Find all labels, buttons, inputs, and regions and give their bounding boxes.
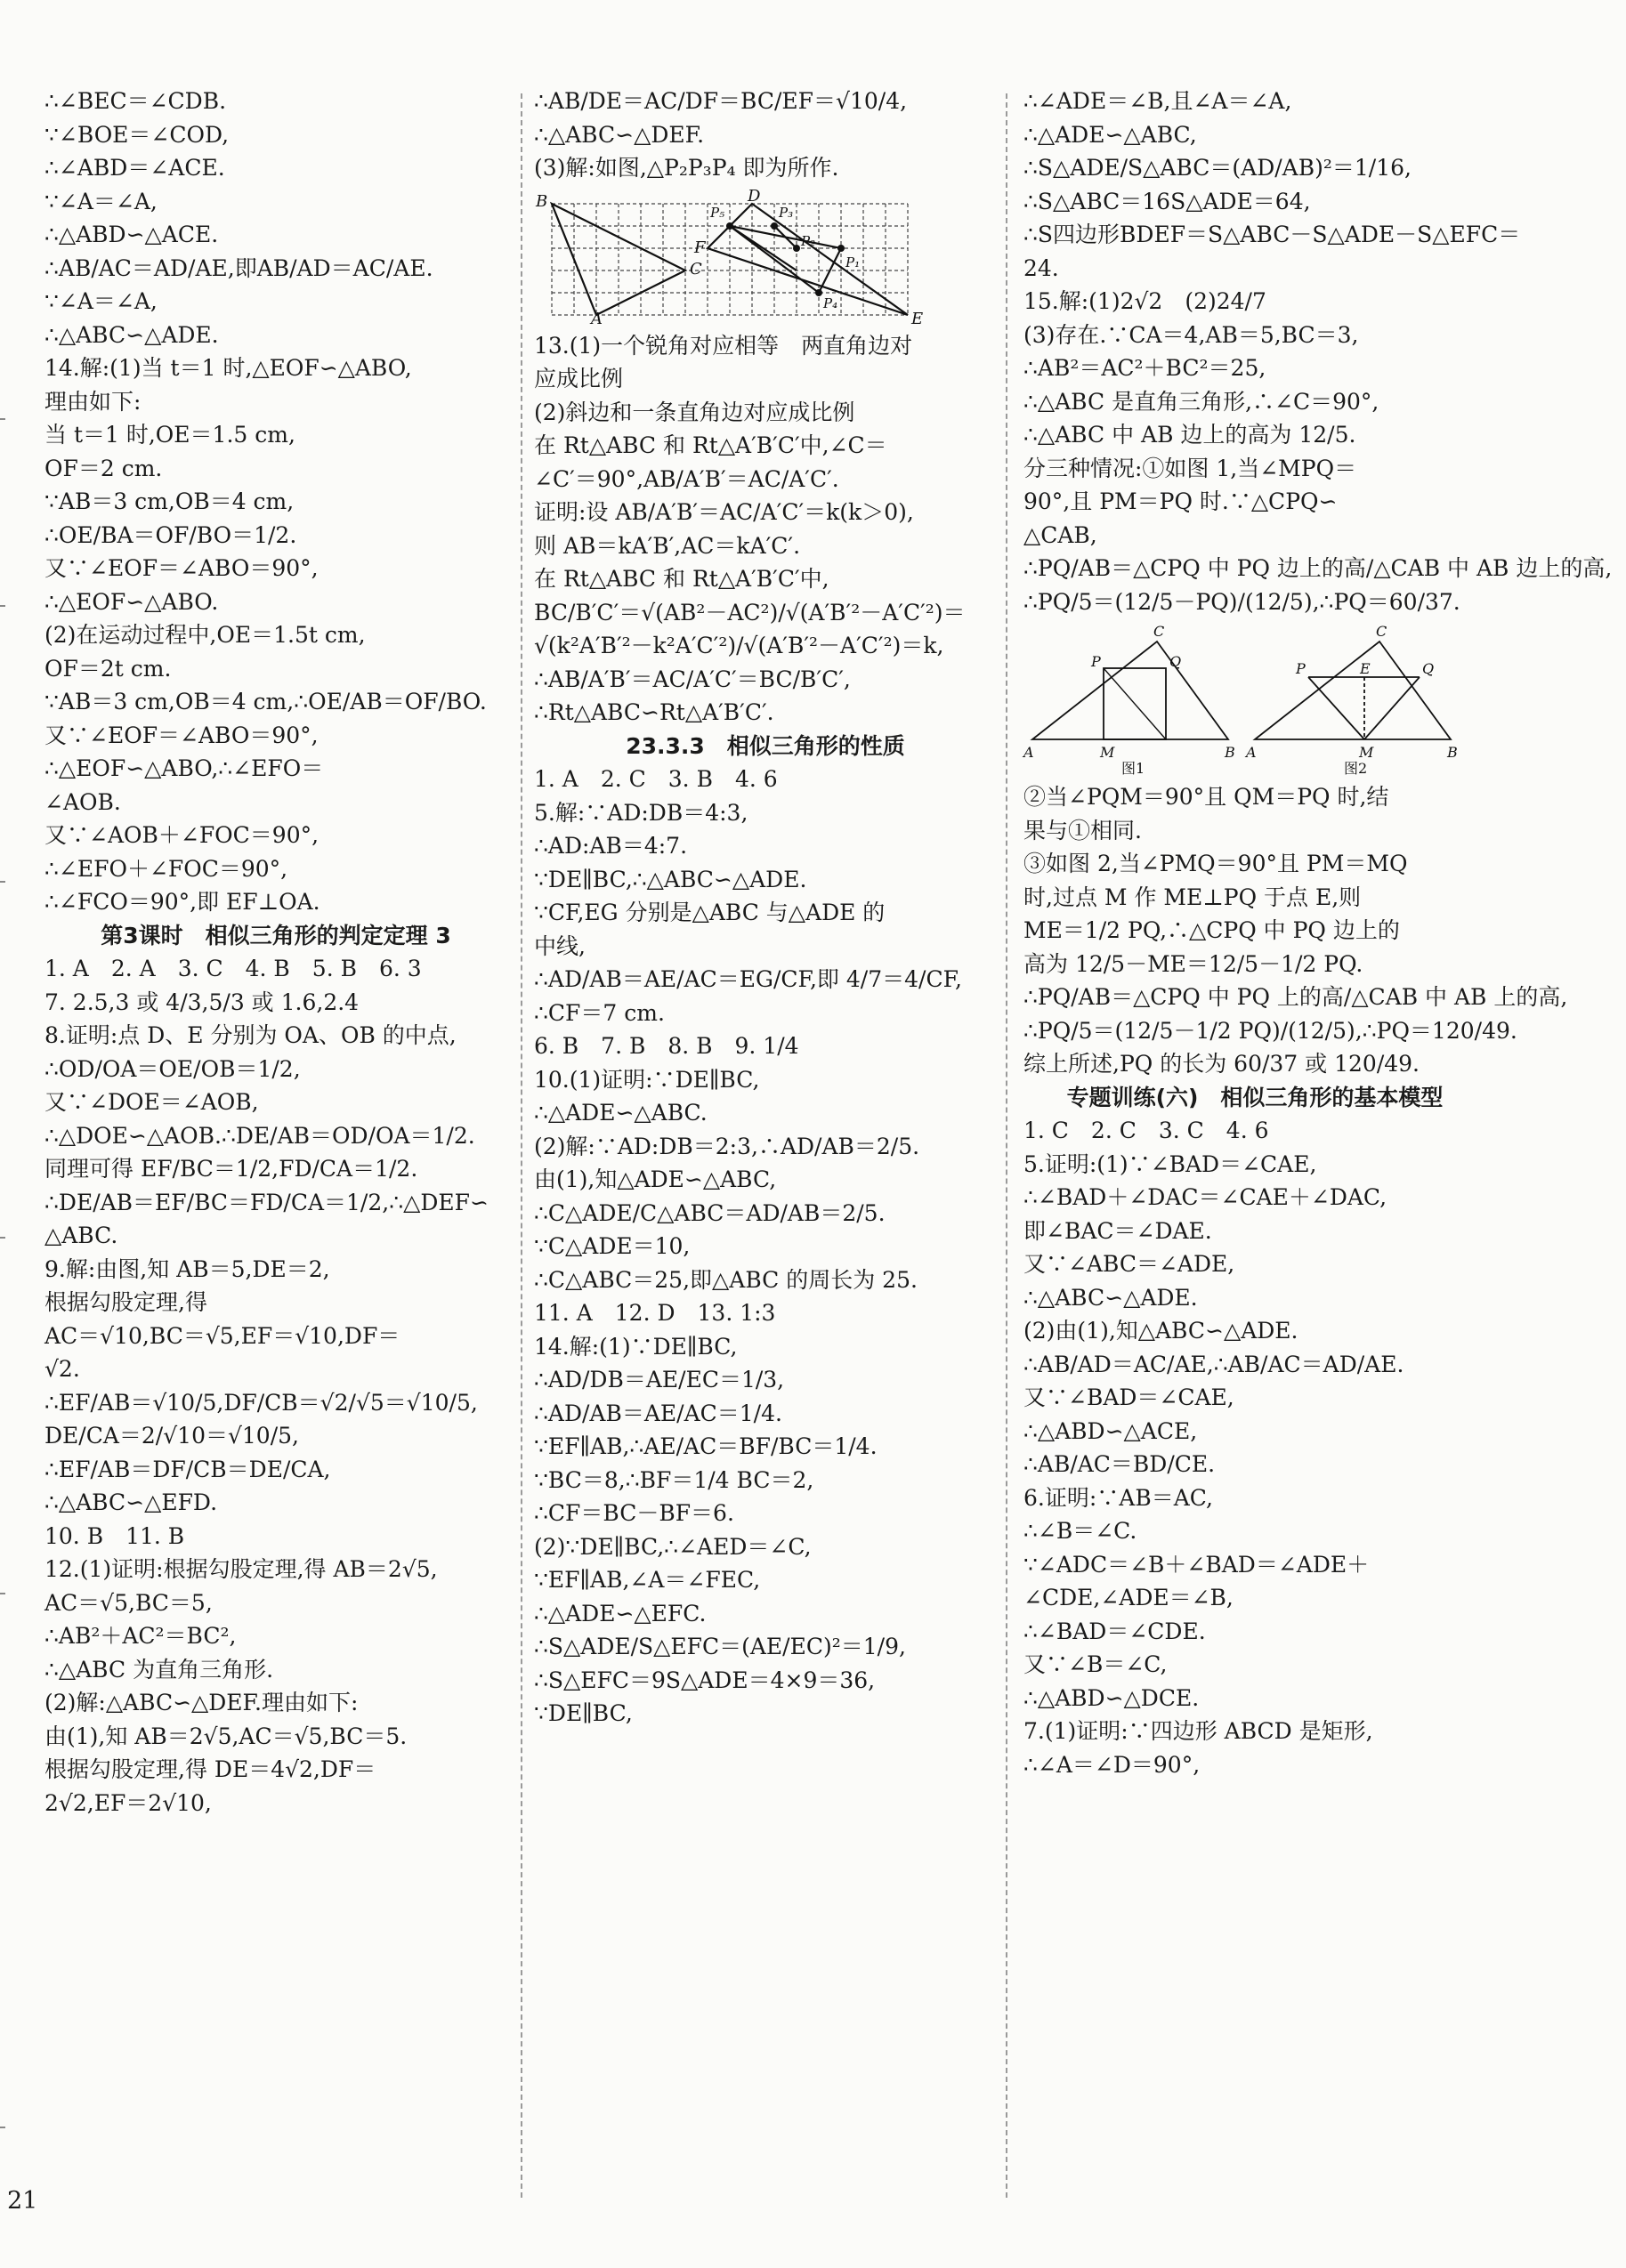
answer-line: 5.证明:(1)∵∠BAD＝∠CAE, <box>1023 1150 1317 1177</box>
answer-line: 综上所述,PQ 的长为 60/37 或 120/49. <box>1023 1051 1420 1077</box>
answer-line: ∵AB＝3 cm,OB＝4 cm,∴OE/AB＝OF/BO. <box>44 689 487 714</box>
margin-tick <box>0 418 5 420</box>
fig2-label-e: E <box>1360 660 1371 677</box>
answer-line: DE/CA＝2/√10＝√10/5, <box>44 1423 299 1449</box>
answer-line: ∴Rt△ABC∽Rt△A′B′C′. <box>534 699 774 725</box>
answer-line: ∵CF,EG 分别是△ABC 与△ADE 的 <box>534 900 886 925</box>
answer-line: 又∵∠ABC＝∠ADE, <box>1023 1251 1235 1277</box>
answer-line: OF＝2t cm. <box>44 655 172 682</box>
answer-line: ∴PQ/AB＝△CPQ 中 PQ 边上的高/△CAB 中 AB 边上的高, <box>1023 555 1613 581</box>
answer-line: 由(1),知 AB＝2√5,AC＝√5,BC＝5. <box>44 1723 408 1749</box>
answer-line: 由(1),知△ADE∽△ABC, <box>534 1166 777 1192</box>
answer-line: 9.解:由图,知 AB＝5,DE＝2, <box>44 1255 330 1282</box>
answer-line: 时,过点 M 作 ME⊥PQ 于点 E,则 <box>1023 884 1362 910</box>
column-3-top-lines <box>1023 85 1613 618</box>
fig1-caption: 图1 <box>1121 760 1145 777</box>
margin-tick <box>0 605 5 607</box>
answer-line: 根据勾股定理,得 <box>44 1289 207 1315</box>
answer-line: △ABC. <box>44 1223 118 1248</box>
answer-line: △CAB, <box>1023 521 1097 548</box>
fig1-label-b: B <box>1225 744 1235 761</box>
answer-line: 当 t＝1 时,OE＝1.5 cm, <box>44 422 295 448</box>
answer-line: ME＝1/2 PQ,∴△CPQ 中 PQ 边上的 <box>1023 917 1400 943</box>
answer-line: ∴OE/BA＝OF/BO＝1/2. <box>44 521 297 548</box>
answer-line: √(k²A′B′²－k²A′C′²)/√(A′B′²－A′C′²)＝k, <box>534 633 944 658</box>
fig2-label-p: P <box>1296 660 1306 677</box>
answer-line: (3)解:如图,△P₂P₃P₄ 即为所作. <box>534 155 839 181</box>
answer-line: ∴△ADE∽△EFC. <box>534 1600 707 1626</box>
column-2-top-lines <box>534 85 997 185</box>
answer-line: ∴S△ADE/S△EFC＝(AE/EC)²＝1/9, <box>534 1634 906 1659</box>
answer-column-1 <box>44 85 507 1820</box>
answer-line: (3)存在.∵CA＝4,AB＝5,BC＝3, <box>1023 321 1359 348</box>
label-c: C <box>690 259 702 278</box>
answer-line: 在 Rt△ABC 和 Rt△A′B′C′中,∠C＝ <box>534 432 887 458</box>
label-p3: P₃ <box>779 204 794 221</box>
answer-line: ∴△ABD∽△ACE, <box>1023 1417 1198 1444</box>
answer-line: 14.解:(1)当 t＝1 时,△EOF∽△ABO, <box>44 355 412 381</box>
answer-line: ∴△ABC 为直角三角形. <box>44 1656 274 1683</box>
answer-line: ∴△ABC∽△EFD. <box>44 1489 218 1515</box>
answer-line: (2)∵DE∥BC,∴∠AED＝∠C, <box>534 1533 812 1560</box>
fig1-label-p: P <box>1091 653 1101 670</box>
answer-line: ∠CDE,∠ADE＝∠B, <box>1023 1585 1234 1610</box>
answer-line: ∴∠A＝∠D＝90°, <box>1023 1751 1201 1778</box>
answer-line: ∴PQ/AB＝△CPQ 中 PQ 上的高/△CAB 中 AB 上的高, <box>1023 984 1568 1010</box>
answer-line: ∴AB²＝AC²＋BC²＝25, <box>1023 355 1266 381</box>
answer-line: (2)解:△ABC∽△DEF.理由如下: <box>44 1690 359 1715</box>
answer-line: 11. A 12. D 13. 1:3 <box>534 1300 776 1326</box>
answer-line: ∴OD/OA＝OE/OB＝1/2, <box>44 1055 301 1082</box>
fig2-label-m: M <box>1359 744 1374 761</box>
answer-line: (2)在运动过程中,OE＝1.5t cm, <box>44 622 366 648</box>
column-divider-2 <box>1006 93 1007 2198</box>
fig2-label-a: A <box>1246 744 1257 761</box>
answer-line: ∴△ABC 中 AB 边上的高为 12/5. <box>1023 422 1356 448</box>
answer-line: 则 AB＝kA′B′,AC＝kA′C′. <box>534 532 801 559</box>
answer-line: ∴∠FCO＝90°,即 EF⊥OA. <box>44 889 320 915</box>
answer-line: ∴CF＝7 cm. <box>534 999 665 1026</box>
answer-line: ∠AOB. <box>44 788 121 815</box>
answer-line: ∴△EOF∽△ABO,∴∠EFO＝ <box>44 755 324 781</box>
column-2-bottom-lines <box>534 329 997 1731</box>
answer-line: ∴S四边形BDEF＝S△ABC－S△ADE－S△EFC＝ <box>1023 222 1521 247</box>
answer-line: ∵C△ADE＝10, <box>534 1233 691 1259</box>
answer-line: 10. B 11. B <box>44 1522 185 1549</box>
answer-line: ∴△EOF∽△ABO. <box>44 588 219 615</box>
answer-line: ∴∠B＝∠C. <box>1023 1518 1137 1544</box>
answer-line: 7.(1)证明:∵四边形 ABCD 是矩形, <box>1023 1718 1373 1744</box>
answer-line: 90°,且 PM＝PQ 时.∵△CPQ∽ <box>1023 488 1338 514</box>
answer-line: 1. A 2. A 3. C 4. B 5. B 6. 3 <box>44 956 422 981</box>
column-3-bottom-lines <box>1023 780 1568 1781</box>
label-p1: P₁ <box>845 254 861 270</box>
answer-line: 7. 2.5,3 或 4/3,5/3 或 1.6,2.4 <box>44 989 360 1015</box>
answer-line: ∴PQ/5＝(12/5－1/2 PQ)/(12/5),∴PQ＝120/49. <box>1023 1017 1517 1044</box>
answer-line: ∴AB/AC＝BD/CE. <box>1023 1451 1216 1477</box>
answer-line: 应成比例 <box>534 366 624 391</box>
answer-line: BC/B′C′＝√(AB²－AC²)/√(A′B′²－A′C′²)＝ <box>534 599 966 626</box>
answer-line: 23.3.3 相似三角形的性质 <box>626 732 905 759</box>
answer-column-3 <box>1023 85 1613 1781</box>
answer-line: 1. C 2. C 3. C 4. 6 <box>1023 1118 1269 1143</box>
answer-line: 理由如下: <box>44 388 142 415</box>
answer-line: 6.证明:∵AB＝AC, <box>1023 1484 1213 1511</box>
answer-line: ∴AB/A′B′＝AC/A′C′＝BC/B′C′, <box>534 666 851 692</box>
answer-line: ∴△ABC∽△ADE. <box>44 321 219 348</box>
answer-line: ∴△ABD∽△DCE. <box>1023 1684 1200 1711</box>
answer-line: ∴∠ABD＝∠ACE. <box>44 155 225 181</box>
label-a: A <box>591 309 603 328</box>
answer-line: ∴AD/DB＝AE/EC＝1/3, <box>534 1367 785 1392</box>
fig1-label-c: C <box>1153 623 1165 640</box>
answer-line: ∵∠A＝∠A, <box>44 288 158 314</box>
answer-line: ∴AB/AD＝AC/AE,∴AB/AC＝AD/AE. <box>1023 1351 1404 1377</box>
answer-line: 分三种情况:①如图 1,当∠MPQ＝ <box>1023 455 1357 481</box>
fig2-label-q: Q <box>1422 660 1435 677</box>
label-f: F <box>694 238 706 257</box>
answer-line: ∴△ABC∽△DEF. <box>534 121 705 148</box>
answer-line: ③如图 2,当∠PMQ＝90°且 PM＝MQ <box>1023 851 1408 876</box>
margin-tick <box>0 1237 5 1239</box>
fig2-label-b: B <box>1447 744 1458 761</box>
answer-line: ∴△DOE∽△AOB.∴DE/AB＝OD/OA＝1/2. <box>44 1122 475 1149</box>
answer-line: ∴AB/AC＝AD/AE,即AB/AD＝AC/AE. <box>44 254 433 281</box>
column-divider-1 <box>521 93 522 2198</box>
answer-line: AC＝√10,BC＝√5,EF＝√10,DF＝ <box>44 1322 400 1349</box>
answer-line: ②当∠PQM＝90°且 QM＝PQ 时,结 <box>1023 784 1389 810</box>
answer-line: 根据勾股定理,得 DE＝4√2,DF＝ <box>44 1756 376 1782</box>
answer-line: ∴DE/AB＝EF/BC＝FD/CA＝1/2,∴△DEF∽ <box>44 1189 489 1215</box>
answer-line: 又∵∠EOF＝∠ABO＝90°, <box>44 722 319 748</box>
answer-line: ∴S△ABC＝16S△ADE＝64, <box>1023 188 1311 214</box>
answer-line: OF＝2 cm. <box>44 455 163 481</box>
answer-line: 又∵∠B＝∠C, <box>1023 1651 1168 1677</box>
label-p5: P₅ <box>710 204 725 221</box>
page-number: 21 <box>7 2187 38 2215</box>
answer-line: 12.(1)证明:根据勾股定理,得 AB＝2√5, <box>44 1556 438 1582</box>
fig1-label-q: Q <box>1169 653 1182 670</box>
answer-line: ∵BC＝8,∴BF＝1/4 BC＝2, <box>534 1466 814 1493</box>
answer-column-2 <box>534 85 997 1731</box>
answer-line: 证明:设 AB/A′B′＝AC/A′C′＝k(k＞0), <box>534 499 914 525</box>
answer-line: 10.(1)证明:∵DE∥BC, <box>534 1066 760 1093</box>
answer-line: ∴△ABC 是直角三角形,∴∠C＝90°, <box>1023 388 1379 415</box>
answer-line: ∴C△ABC＝25,即△ABC 的周长为 25. <box>534 1266 918 1293</box>
answer-line: ∵∠A＝∠A, <box>44 188 158 214</box>
answer-line: ∵DE∥BC, <box>534 1700 633 1726</box>
answer-line: ∵∠ADC＝∠B＋∠BAD＝∠ADE＋ <box>1023 1551 1370 1578</box>
margin-tick <box>0 1593 5 1594</box>
answer-line: ∴AD/AB＝AE/AC＝1/4. <box>534 1400 782 1426</box>
fig2-label-c: C <box>1376 623 1387 640</box>
answer-line: 13.(1)一个锐角对应相等 两直角边对 <box>534 332 913 359</box>
answer-line: ∵DE∥BC,∴△ABC∽△ADE. <box>534 866 807 892</box>
answer-line: ∴EF/AB＝√10/5,DF/CB＝√2/√5＝√10/5, <box>44 1389 478 1416</box>
label-p2: P₂ <box>801 232 816 249</box>
answer-line: ∵EF∥AB,∴AE/AC＝BF/BC＝1/4. <box>534 1433 878 1459</box>
answer-line: ∴∠BAD＝∠CDE. <box>1023 1618 1206 1644</box>
answer-line: 中线, <box>534 932 586 959</box>
answer-line: ∴△ABD∽△ACE. <box>44 222 219 247</box>
label-p4: P₄ <box>823 295 838 311</box>
answer-line: ∴∠BEC＝∠CDB. <box>44 88 227 114</box>
margin-tick <box>0 881 5 883</box>
answer-line: 又∵∠EOF＝∠ABO＝90°, <box>44 555 319 581</box>
answer-line: ∴AB/DE＝AC/DF＝BC/EF＝√10/4, <box>534 88 908 114</box>
answer-line: 专题训练(六) 相似三角形的基本模型 <box>1066 1084 1444 1110</box>
answer-line: 8.证明:点 D、E 分别为 OA、OB 的中点, <box>44 1022 457 1048</box>
answer-line: 5.解:∵AD:DB＝4:3, <box>534 799 748 826</box>
label-e: E <box>911 309 924 328</box>
answer-line: ∴AD/AB＝AE/AC＝EG/CF,即 4/7＝4/CF, <box>534 966 962 992</box>
fig1-label-a: A <box>1023 744 1034 761</box>
answer-line: 同理可得 EF/BC＝1/2,FD/CA＝1/2. <box>44 1156 418 1182</box>
answer-line: ∴∠EFO＋∠FOC＝90°, <box>44 855 288 882</box>
answer-line: ∵AB＝3 cm,OB＝4 cm, <box>44 488 295 514</box>
label-d: D <box>748 186 761 206</box>
answer-line: ∴∠BAD＋∠DAC＝∠CAE＋∠DAC, <box>1023 1184 1387 1210</box>
answer-line: (2)斜边和一条直角边对应成比例 <box>534 399 855 425</box>
answer-line: ∵EF∥AB,∠A＝∠FEC, <box>534 1567 761 1593</box>
answer-line: ∠C′＝90°,AB/A′B′＝AC/A′C′. <box>534 465 839 492</box>
answer-line: 高为 12/5－ME＝12/5－1/2 PQ. <box>1023 950 1363 977</box>
answer-line: ∴S△ADE/S△ABC＝(AD/AB)²＝1/16, <box>1023 155 1412 181</box>
answer-line: ∴△ADE∽△ABC. <box>534 1100 708 1126</box>
answer-line: ∴CF＝BC－BF＝6. <box>534 1500 734 1526</box>
answer-line: 15.解:(1)2√2 (2)24/7 <box>1023 288 1266 314</box>
answer-line: 即∠BAC＝∠DAE. <box>1023 1217 1212 1244</box>
answer-line: 在 Rt△ABC 和 Rt△A′B′C′中, <box>534 566 829 592</box>
answer-line: ∴△ADE∽△ABC, <box>1023 121 1197 148</box>
answer-line: ∴PQ/5＝(12/5－PQ)/(12/5),∴PQ＝60/37. <box>1023 588 1460 615</box>
answer-line: 14.解:(1)∵DE∥BC, <box>534 1333 738 1360</box>
answer-line: √2. <box>44 1356 80 1382</box>
answer-line: ∴AD:AB＝4:7. <box>534 833 688 859</box>
fig1-label-m: M <box>1100 744 1115 761</box>
answer-line: ∴EF/AB＝DF/CB＝DE/CA, <box>44 1456 331 1482</box>
answer-line: 又∵∠AOB＋∠FOC＝90°, <box>44 822 320 848</box>
answer-line: 又∵∠BAD＝∠CAE, <box>1023 1384 1234 1410</box>
margin-tick <box>0 2127 5 2128</box>
answer-line: 1. A 2. C 3. B 4. 6 <box>534 766 778 792</box>
answer-line: 第3课时 相似三角形的判定定理 3 <box>101 922 451 948</box>
answer-line: ∴S△EFC＝9S△ADE＝4×9＝36, <box>534 1667 876 1693</box>
grid-figure <box>534 186 926 328</box>
answer-line: (2)解:∵AD:DB＝2:3,∴AD/AB＝2/5. <box>534 1133 920 1159</box>
answer-line: ∴△ABC∽△ADE. <box>1023 1284 1198 1311</box>
answer-line: 又∵∠DOE＝∠AOB, <box>44 1089 259 1115</box>
answer-line: 24. <box>1023 254 1059 281</box>
answer-line: 果与①相同. <box>1023 817 1142 843</box>
answer-line: 6. B 7. B 8. B 9. 1/4 <box>534 1033 799 1059</box>
answer-line: ∴AB²＋AC²＝BC², <box>44 1623 237 1649</box>
answer-line: ∴C△ADE/C△ABC＝AD/AB＝2/5. <box>534 1199 886 1226</box>
answer-line: ∴∠ADE＝∠B,且∠A＝∠A, <box>1023 88 1292 114</box>
fig2-caption: 图2 <box>1344 760 1368 777</box>
answer-line: (2)由(1),知△ABC∽△ADE. <box>1023 1318 1298 1344</box>
triangle-figures <box>1023 624 1468 775</box>
label-b: B <box>536 191 548 211</box>
answer-line: 2√2,EF＝2√10, <box>44 1789 212 1816</box>
answer-line: AC＝√5,BC＝5, <box>44 1589 213 1616</box>
answer-line: ∵∠BOE＝∠COD, <box>44 121 230 148</box>
